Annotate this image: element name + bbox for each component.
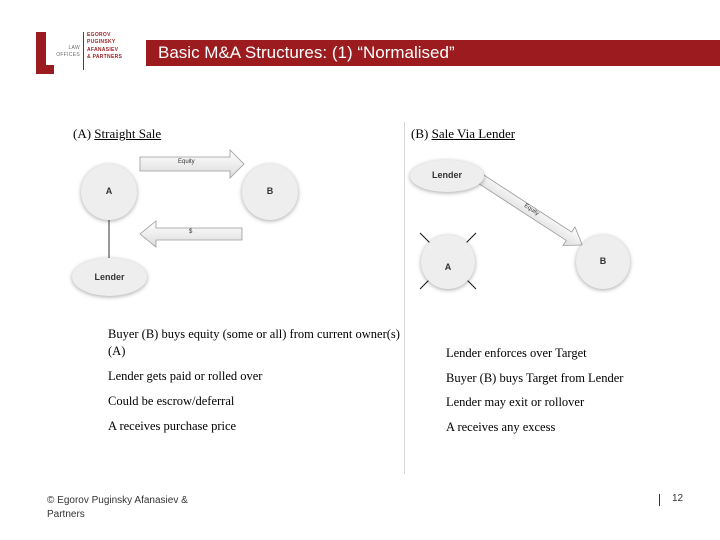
logo-law: LAW — [68, 45, 80, 51]
section-b-bullet-4: A receives any excess — [446, 420, 556, 434]
node-a-label: A — [105, 186, 113, 196]
section-a-bullet-3: Could be escrow/deferral — [108, 394, 235, 408]
footer-separator — [659, 494, 660, 506]
section-a-prefix: (A) — [73, 126, 95, 141]
section-a-bullet-4: A receives purchase price — [108, 419, 237, 433]
logo-name-3: AFANASIEV — [87, 46, 119, 53]
equity-arrow-label: Equity — [178, 159, 195, 165]
footer-copyright: © Egorov Puginsky Afanasiev & Partners — [47, 495, 188, 520]
logo-name-4: & PARTNERS — [87, 54, 123, 61]
section-b-heading: Sale Via Lender — [431, 126, 516, 141]
section-a-heading: Straight Sale — [94, 126, 162, 141]
logo-offices: OFFICES — [56, 52, 80, 58]
slide-title: Basic M&A Structures: (1) “Normalised” — [158, 43, 455, 62]
logo-name-2: PUGINSKY — [87, 39, 116, 46]
node-b-label: B — [266, 186, 274, 196]
diagonal-equity-label: Equity — [522, 203, 540, 218]
section-b-bullet-3: Lender may exit or rollover — [446, 395, 585, 409]
section-b-bullet-2: Buyer (B) buys Target from Lender — [446, 371, 624, 385]
node-a-b-label: A — [444, 262, 452, 272]
logo-name-1: EGOROV — [87, 32, 111, 38]
node-b-b-label: B — [599, 256, 607, 266]
section-b-prefix: (B) — [411, 126, 432, 141]
node-lender-b-label: Lender — [431, 170, 462, 180]
section-b-bullet-1: Lender enforces over Target — [446, 346, 587, 360]
node-lender-a-label: Lender — [94, 272, 125, 282]
page-number: 12 — [672, 493, 684, 504]
section-a-bullet-2: Lender gets paid or rolled over — [108, 369, 263, 383]
cash-arrow-label: $ — [189, 229, 193, 235]
section-a-bullet-1: Buyer (B) buys equity (some or all) from current owner(s) (A) — [108, 327, 400, 358]
